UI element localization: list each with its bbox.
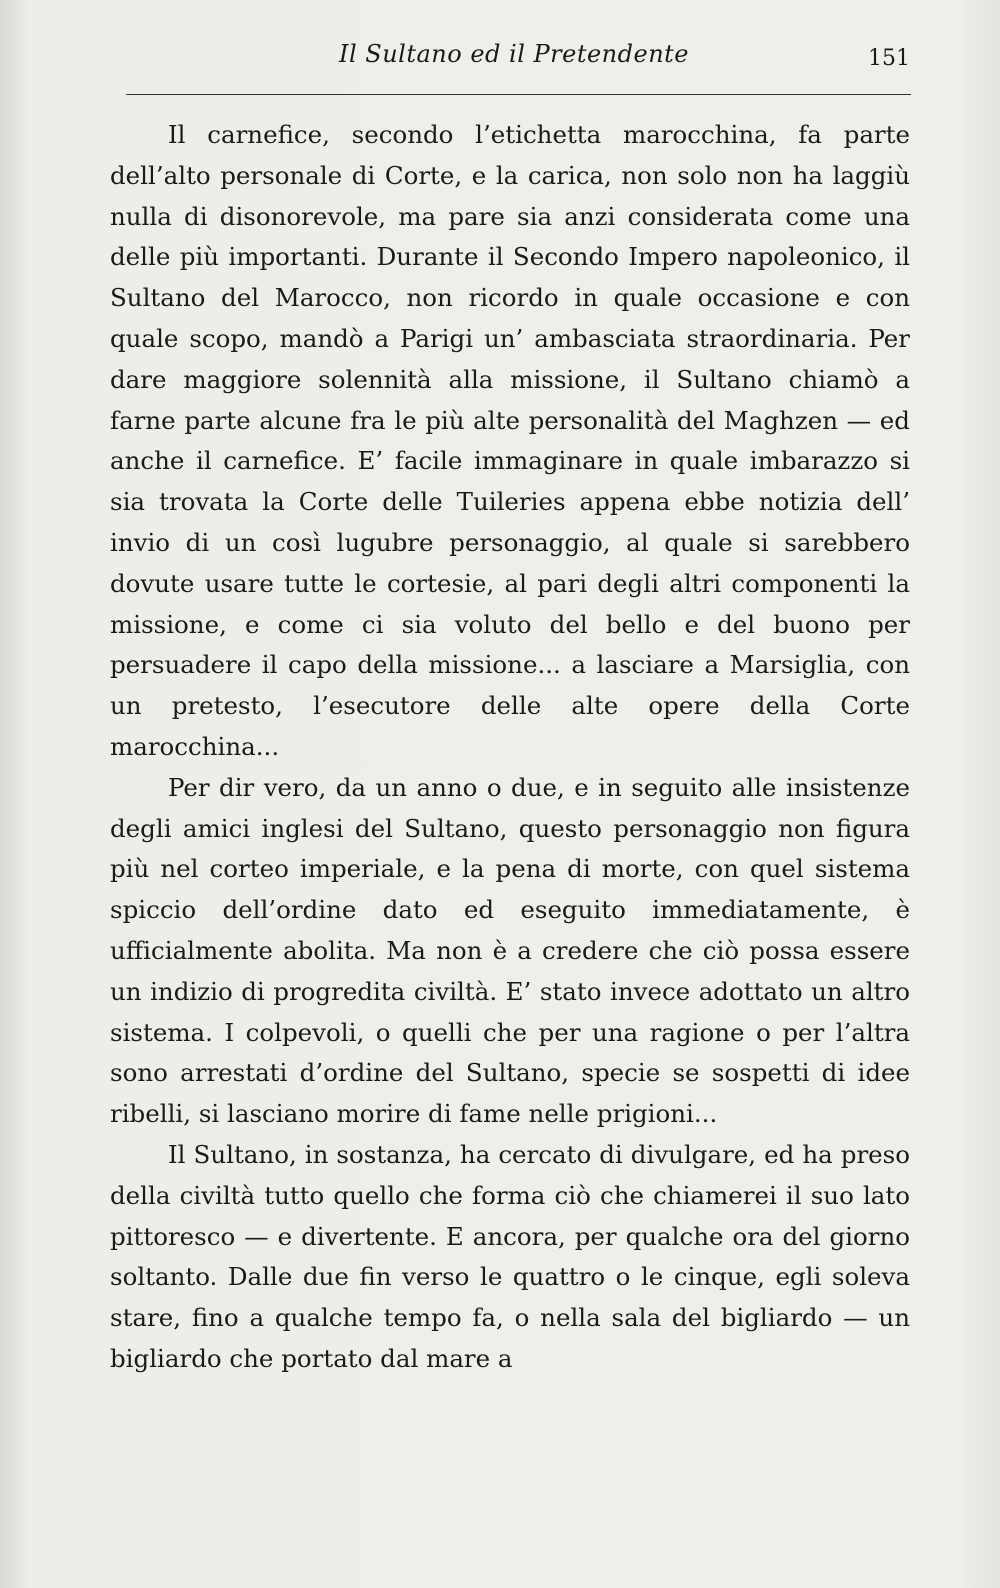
page-header xyxy=(118,40,910,80)
page-number: 151 xyxy=(868,46,910,71)
paragraph: Il carnefice, secondo l’etichetta marocchina, fa parte dell’alto personale di Corte, e la carica, non solo non ha laggiù nulla di disonorevole, ma pare sia anzi considerata come una delle più importanti. Durante il Secondo Impero napoleonico, il Sultano del Marocco, non ricordo in quale occasione e con quale scopo, mandò a Parigi un’ ambasciata straordinaria. Per dare maggiore solennità alla missione, il Sultano chiamò a farne parte alcune fra le più alte personalità del Maghzen — ed anche il carnefice. E’ facile immaginare in quale imbarazzo si sia trovata la Corte delle Tuileries appena ebbe notizia dell’ invio di un così lugubre personaggio, al quale si sarebbero dovute usare tutte le cortesie, al pari degli altri componenti la missione, e come ci sia voluto del bello e del buono per persuadere il capo della missione... a lasciare a Marsiglia, con un pretesto, l’esecutore delle alte opere della Corte marocchina... xyxy=(110,120,910,761)
paragraph: Il Sultano, in sostanza, ha cercato di divulgare, ed ha preso della civiltà tutto quello che forma ciò che chiamerei il suo lato pittoresco — e divertente. E ancora, per qualche ora del giorno soltanto. Dalle due fin verso le quattro o le cinque, egli soleva stare, fino a qualche tempo fa, o nella sala del bigliardo — un bigliardo che portato dal mare a xyxy=(110,1139,910,1373)
paragraph: Per dir vero, da un anno o due, e in seguito alle insistenze degli amici inglesi del Sultano, questo personaggio non figura più nel corteo imperiale, e la pena di morte, con quel sistema spiccio dell’ordine dato ed eseguito immediatamente, è ufficialmente abolita. Ma non è a credere che ciò possa essere un indizio di progredita civiltà. E’ stato invece adottato un altro sistema. I colpevoli, o quelli che per una ragione o per l’altra sono arrestati d’ordine del Sultano, specie se sospetti di idee ribelli, si lasciano morire di fame nelle prigioni... xyxy=(110,772,910,1129)
running-title: Il Sultano ed il Pretendente xyxy=(338,40,690,68)
header-rule xyxy=(126,94,911,95)
body-text xyxy=(110,115,910,1380)
